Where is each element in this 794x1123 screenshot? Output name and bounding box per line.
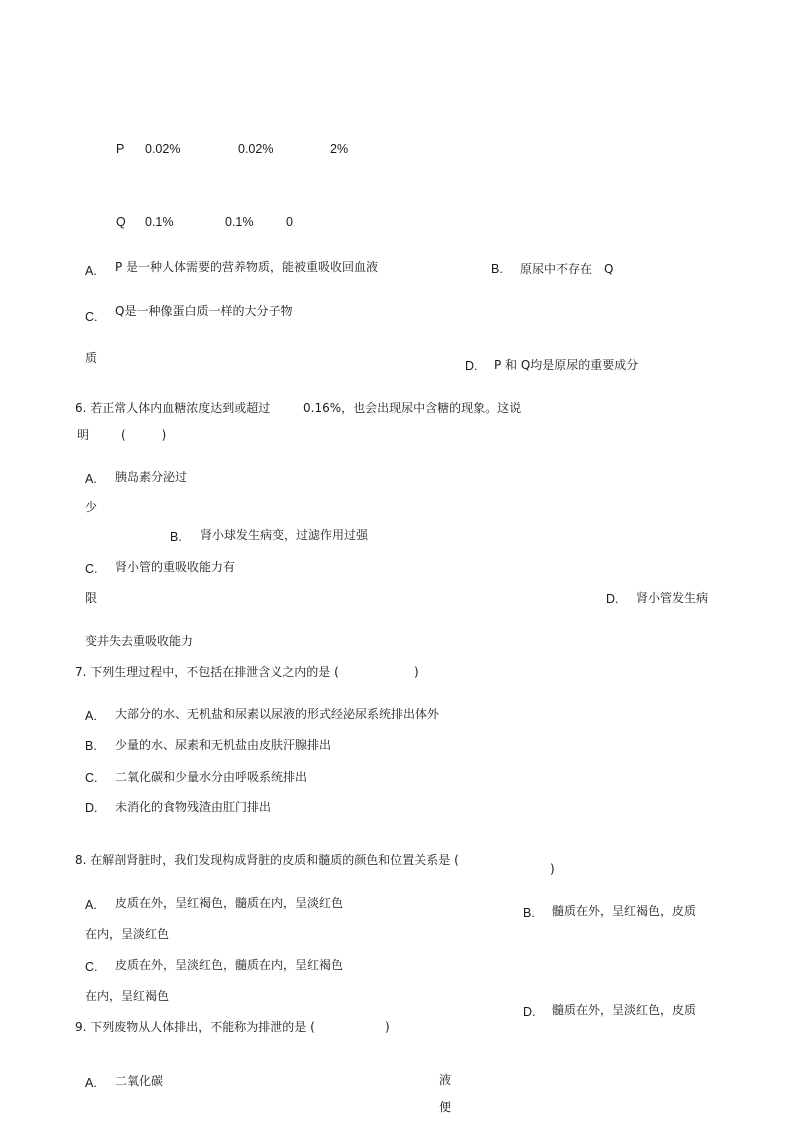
q7-stem-close: ): [414, 665, 419, 679]
q8-option-a-text: 皮质在外，呈红褐色，髓质在内，呈淡红色: [115, 896, 344, 910]
q5-option-d-text: P 和 Q均是原尿的重要成分: [494, 358, 639, 372]
q9-stem: 9. 下列废物从人体排出，不能称为排泄的是 (: [75, 1020, 315, 1034]
q6-stem-part-3: 明: [77, 428, 90, 442]
q9-option-a-mark: A.: [85, 1076, 97, 1090]
q8-option-d-mark: D.: [523, 1005, 536, 1019]
q6-option-a-text: 胰岛素分泌过: [115, 470, 188, 484]
q5-option-b-text: 原尿中不存在 Q: [520, 262, 614, 276]
q5-option-a-text: P 是一种人体需要的营养物质，能被重吸收回血液: [115, 260, 379, 274]
table-row-p-value-2: 0.02%: [238, 142, 274, 156]
table-row-q-value-3: 0: [286, 215, 293, 229]
q6-option-c-mark: C.: [85, 562, 98, 576]
q6-option-c-text: 肾小管的重吸收能力有: [115, 560, 236, 574]
q8-option-d-continuation: 在内，呈红褐色: [85, 989, 170, 1003]
q5-option-c-text: Q是一种像蛋白质一样的大分子物: [115, 304, 293, 318]
q5-option-c-continuation: 质: [85, 351, 98, 365]
q7-option-a-mark: A.: [85, 709, 97, 723]
q6-option-a-continuation: 少: [85, 500, 98, 514]
q6-option-a-mark: A.: [85, 472, 97, 486]
q6-option-b-text: 肾小球发生病变，过滤作用过强: [200, 528, 369, 542]
table-row-p-label: P: [116, 142, 125, 156]
q7-stem: 7. 下列生理过程中，不包括在排泄含义之内的是 (: [75, 665, 339, 679]
q8-option-b-continuation: 在内，呈淡红色: [85, 927, 170, 941]
q7-option-d-mark: D.: [85, 801, 98, 815]
table-row-q-label: Q: [116, 215, 126, 229]
q8-option-a-mark: A.: [85, 898, 97, 912]
q8-option-c-mark: C.: [85, 960, 98, 974]
table-row-q-value-1: 0.1%: [145, 215, 174, 229]
q8-stem-close: ): [550, 862, 555, 876]
q5-option-c-mark: C.: [85, 310, 98, 324]
q6-stem-part-1: 6. 若正常人体内血糖浓度达到或超过: [75, 401, 271, 415]
q6-option-d-continuation: 变并失去重吸收能力: [85, 634, 194, 648]
table-row-q-value-2: 0.1%: [225, 215, 254, 229]
q7-option-c-text: 二氧化碳和少量水分由呼吸系统排出: [115, 770, 308, 784]
q7-option-c-mark: C.: [85, 771, 98, 785]
q5-option-b-mark: B.: [491, 262, 503, 276]
table-row-p-value-3: 2%: [330, 142, 349, 156]
q5-option-a-mark: A.: [85, 264, 97, 278]
q9-option-a-text: 二氧化碳: [115, 1074, 164, 1088]
q7-option-a-text: 大部分的水、无机盐和尿素以尿液的形式经泌尿系统排出体外: [115, 707, 440, 721]
q9-stem-close: ): [385, 1020, 390, 1034]
q9-fragment-2: 便: [439, 1100, 452, 1114]
q5-option-d-mark: D.: [465, 359, 478, 373]
table-row-p-value-1: 0.02%: [145, 142, 181, 156]
q8-option-b-text: 髓质在外，呈红褐色，皮质: [552, 904, 697, 918]
q7-option-b-text: 少量的水、尿素和无机盐由皮肤汗腺排出: [115, 738, 332, 752]
q6-option-b-mark: B.: [170, 530, 182, 544]
q6-stem-part-2: 0.16%，也会出现尿中含糖的现象。这说: [303, 401, 522, 415]
q8-option-b-mark: B.: [523, 906, 535, 920]
q6-option-d-text: 肾小管发生病: [636, 591, 709, 605]
q8-option-d-text: 髓质在外，呈淡红色，皮质: [552, 1003, 697, 1017]
q7-option-d-text: 未消化的食物残渣由肛门排出: [115, 800, 272, 814]
q7-option-b-mark: B.: [85, 739, 97, 753]
q8-stem: 8. 在解剖肾脏时，我们发现构成肾脏的皮质和髓质的颜色和位置关系是 (: [75, 853, 459, 867]
q8-option-c-text: 皮质在外，呈淡红色，髓质在内，呈红褐色: [115, 958, 344, 972]
q6-option-d-mark: D.: [606, 592, 619, 606]
q6-option-c-continuation: 限: [85, 591, 98, 605]
q9-fragment-1: 液: [439, 1073, 452, 1087]
q6-answer-parentheses: ( ): [121, 428, 167, 442]
